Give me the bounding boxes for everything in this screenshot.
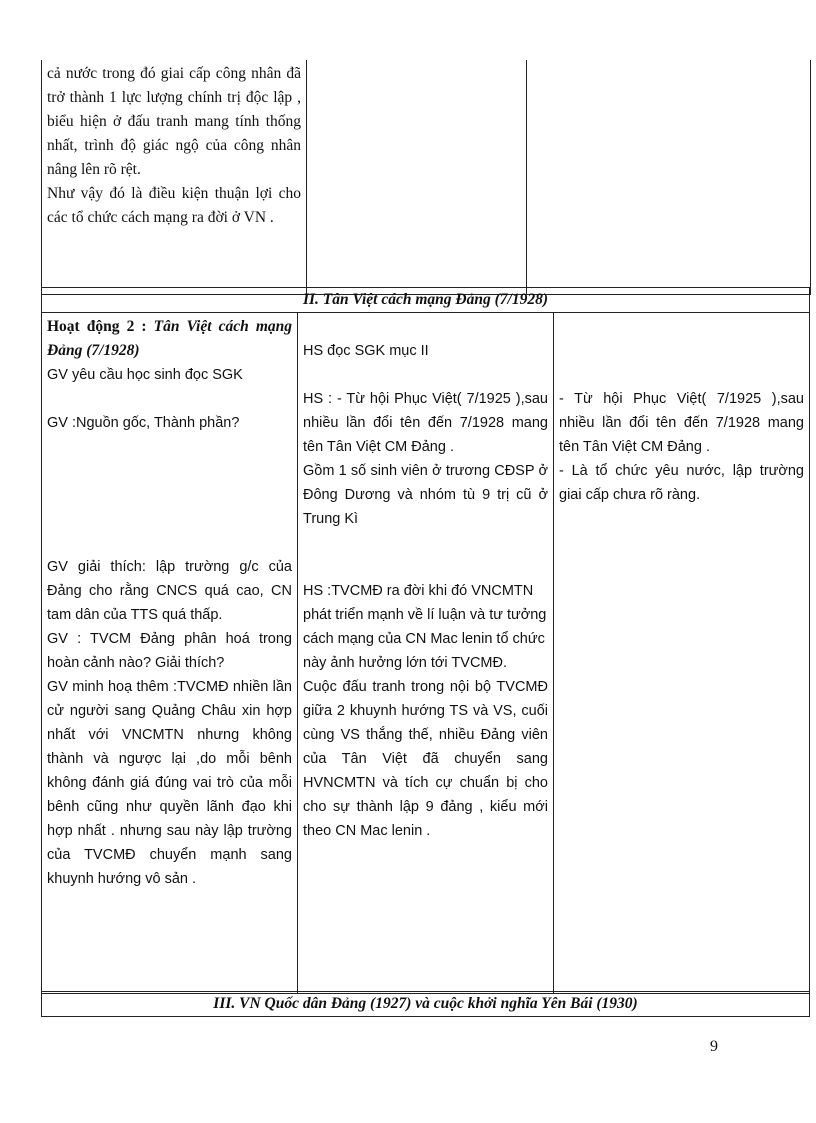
teacher-question-3: GV : TVCM Đảng phân hoá trong hoàn cảnh nào? Giải thích? bbox=[47, 631, 292, 671]
section-2-table bbox=[41, 287, 810, 994]
student-activity-cell bbox=[298, 313, 554, 994]
section-header-row bbox=[42, 288, 810, 313]
teacher-illustration: GV minh hoạ thêm :TVCMĐ nhiền lần cử người sang Quảng Châu xin hợp nhất với VNCMTN nhưng không thành và ngược lại ,do mỗi bênh không đánh giá đúng vai trò của mỗi bênh cũng như quyền lãnh đạo khi hợp nhất . nhưng sau này lập trường của TVCMĐ chuyển mạnh sang khuynh hướng vô sản . bbox=[47, 679, 292, 887]
table-row bbox=[42, 313, 810, 994]
content-point-1: - Từ hội Phục Việt( 7/1925 ),sau nhiều lần đổi tên đến 7/1928 mang tên Tân Việt CM Đảng . bbox=[559, 391, 804, 455]
page-number: 9 bbox=[710, 1038, 718, 1055]
teacher-question-2: GV :Nguồn gốc, Thành phần? bbox=[47, 415, 240, 431]
content-point-2: - Là tổ chức yêu nước, lập trường giai cấp chưa rõ ràng. bbox=[559, 463, 804, 503]
continuation-content-cell bbox=[527, 60, 811, 295]
student-answer-4: Cuộc đấu tranh trong nội bộ TVCMĐ giữa 2 khuynh hướng TS và VS, cuối cùng VS thắng thế, nhiều Đảng viên của Tân Việt đã chuyển sang HVNCMTN và tích cự chuẩn bị cho cho sự thành lập 9 đảng , kiểu mới theo CN Mac lenin . bbox=[303, 679, 548, 839]
continuation-paragraph-2: Như vậy đó là điều kiện thuận lợi cho các tổ chức cách mạng ra đời ở VN . bbox=[47, 185, 301, 226]
section-header-row bbox=[42, 992, 810, 1017]
student-answer-3: HS :TVCMĐ ra đời khi đó VNCMTN phát triển mạnh về lí luận và tư tưởng cách mạng của CN Mac lenin tổ chức này ảnh hưởng lớn tới TVCMĐ. bbox=[303, 583, 547, 671]
teacher-question-1: GV yêu cầu học sinh đọc SGK bbox=[47, 367, 243, 383]
student-answer-2b: Gồm 1 số sinh viên ở trương CĐSP ở Đông Dương và nhóm tù 9 trị cũ ở Trung Kì bbox=[303, 463, 548, 527]
lesson-content-cell bbox=[554, 313, 810, 994]
teacher-explanation: GV giải thích: lập trường g/c của Đảng cho rằng CNCS quá cao, CN tam dân của TTS quá thấp. bbox=[47, 559, 292, 623]
student-answer-2: HS : - Từ hội Phục Việt( 7/1925 ),sau nhiều lần đổi tên đến 7/1928 mang tên Tân Việt CM Đảng . bbox=[303, 391, 548, 455]
activity-prefix: Hoạt động 2 : bbox=[47, 318, 154, 335]
section-2-title: II. Tân Việt cách mạng Đảng (7/1928) bbox=[42, 288, 810, 313]
table-row bbox=[42, 60, 811, 295]
continuation-teacher-cell bbox=[42, 60, 307, 295]
continuation-paragraph-1: cả nước trong đó giai cấp công nhân đã trở thành 1 lực lượng chính trị độc lập , biểu hiện ở đấu tranh mang tính thống nhất, trình độ giác ngộ của công nhân nâng lên rõ rệt. bbox=[47, 65, 301, 178]
teacher-activity-cell bbox=[42, 313, 298, 994]
section-3-title: III. VN Quốc dân Đảng (1927) và cuộc khởi nghĩa Yên Bái (1930) bbox=[42, 992, 810, 1017]
student-answer-1: HS đọc SGK mục II bbox=[303, 343, 429, 359]
section-3-table bbox=[41, 991, 810, 1017]
continuation-table bbox=[41, 60, 811, 295]
continuation-student-cell bbox=[307, 60, 527, 295]
activity-title: Tân Việt cách mạng Đảng (7/1928) bbox=[47, 318, 292, 359]
activity-heading bbox=[47, 315, 292, 363]
